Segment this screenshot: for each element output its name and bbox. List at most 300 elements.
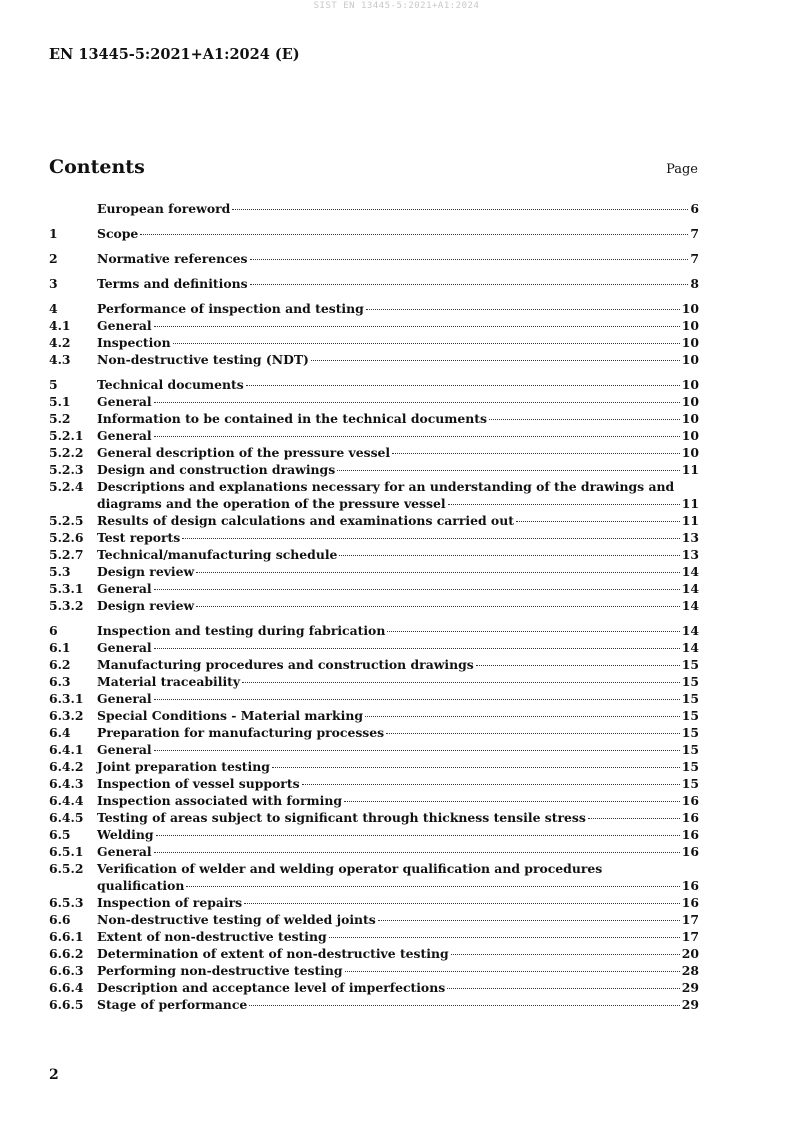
toc-entry[interactable] <box>49 427 699 444</box>
toc-entry[interactable] <box>49 461 699 478</box>
toc-entry[interactable] <box>49 317 699 334</box>
toc-line <box>97 979 699 996</box>
toc-line <box>97 495 699 512</box>
toc-title-wrap <box>97 478 699 512</box>
toc-line <box>97 673 699 690</box>
toc-section-number: 6.3 <box>49 674 71 689</box>
toc-dot-leader <box>272 767 680 768</box>
toc-page-number: 29 <box>681 997 699 1012</box>
toc-section-number: 6.5.1 <box>49 844 84 859</box>
toc-section-number: 6.6.4 <box>49 980 84 995</box>
toc-section-number: 5.2.1 <box>49 428 84 443</box>
toc-title: Inspection associated with forming <box>97 793 343 808</box>
toc-page-number: 16 <box>681 878 699 893</box>
toc-dot-leader <box>447 988 680 989</box>
toc-dot-leader <box>186 886 679 887</box>
toc-title: Extent of non-destructive testing <box>97 929 327 944</box>
toc-section-number: 5 <box>49 377 58 392</box>
toc-line <box>97 962 699 979</box>
toc-page-number: 6 <box>690 201 699 216</box>
toc-dot-leader <box>196 606 680 607</box>
toc-page-number: 15 <box>681 742 699 757</box>
toc-page-number: 15 <box>681 691 699 706</box>
toc-entry[interactable] <box>49 894 699 911</box>
toc-line <box>97 410 699 427</box>
toc-title-wrap <box>97 656 699 673</box>
toc-page-number: 16 <box>681 810 699 825</box>
toc-entry[interactable] <box>49 639 699 656</box>
toc-dot-leader <box>232 209 688 210</box>
toc-dot-leader <box>246 385 680 386</box>
toc-line <box>97 546 699 563</box>
toc-line <box>97 928 699 945</box>
toc-entry[interactable] <box>49 758 699 775</box>
toc-page-number: 17 <box>681 912 699 927</box>
toc-page-number: 11 <box>681 513 699 528</box>
toc-dot-leader <box>182 538 679 539</box>
toc-title: Manufacturing procedures and construction drawings <box>97 657 474 672</box>
toc-section-number: 6.2 <box>49 657 71 672</box>
toc-section-number: 5.3.1 <box>49 581 84 596</box>
toc-title-wrap <box>97 945 699 962</box>
toc-dot-leader <box>489 419 680 420</box>
toc-section-number: 5.2 <box>49 411 71 426</box>
toc-section-number: 6.4 <box>49 725 71 740</box>
toc-dot-leader <box>154 436 680 437</box>
toc-section-number: 6.4.3 <box>49 776 84 791</box>
toc-title-wrap <box>97 622 699 639</box>
page-number: 2 <box>49 1067 59 1083</box>
toc-section-number: 6.6.2 <box>49 946 84 961</box>
toc-section-number: 2 <box>49 251 58 266</box>
toc-section-number: 4.2 <box>49 335 71 350</box>
toc-page-number: 11 <box>681 496 699 511</box>
toc-page-number: 7 <box>690 251 699 266</box>
toc-title-line: Descriptions and explanations necessary for an understanding of the drawings and <box>97 479 675 494</box>
toc-entry[interactable] <box>49 275 699 292</box>
toc-title: Design review <box>97 564 195 579</box>
toc-page-number: 16 <box>681 844 699 859</box>
toc-title-wrap <box>97 843 699 860</box>
toc-title: Joint preparation testing <box>97 759 270 774</box>
toc-title-wrap <box>97 275 699 292</box>
toc-dot-leader <box>476 665 680 666</box>
toc-title: Inspection of vessel supports <box>97 776 300 791</box>
toc-title: Inspection <box>97 335 171 350</box>
toc-title: Inspection and testing during fabrication <box>97 623 386 638</box>
toc-line <box>97 317 699 334</box>
toc-page-number: 14 <box>681 623 699 638</box>
toc-entry[interactable] <box>49 250 699 267</box>
toc-title-wrap <box>97 427 699 444</box>
toc-title: General <box>97 844 152 859</box>
toc-dot-leader <box>366 309 680 310</box>
toc-title: General <box>97 691 152 706</box>
toc-entry[interactable] <box>49 673 699 690</box>
toc-page-number: 10 <box>681 318 699 333</box>
toc-page-number: 15 <box>681 776 699 791</box>
toc-title-wrap <box>97 546 699 563</box>
toc-title: General <box>97 394 152 409</box>
toc-line <box>97 843 699 860</box>
toc-page-number: 10 <box>681 411 699 426</box>
toc-section-number: 5.1 <box>49 394 71 409</box>
toc-title-wrap <box>97 741 699 758</box>
toc-page-number: 14 <box>681 564 699 579</box>
toc-page-number: 17 <box>681 929 699 944</box>
toc-section-number: 1 <box>49 226 58 241</box>
toc-section-number: 5.2.6 <box>49 530 84 545</box>
contents-heading: Contents <box>49 156 145 178</box>
toc-title-wrap <box>97 300 699 317</box>
toc-dot-leader <box>244 903 680 904</box>
toc-section-number: 6.4.4 <box>49 793 84 808</box>
toc-title-line: Verification of welder and welding operator qualification and procedures <box>97 861 603 876</box>
toc-dot-leader <box>154 326 680 327</box>
toc-title: Performing non-destructive testing <box>97 963 343 978</box>
toc-line <box>97 597 699 614</box>
toc-entry[interactable] <box>49 622 699 639</box>
toc-title-wrap <box>97 334 699 351</box>
toc-line <box>97 200 699 217</box>
toc-dot-leader <box>329 937 680 938</box>
toc-title-wrap <box>97 860 699 894</box>
toc-title-wrap <box>97 724 699 741</box>
toc-page-number: 11 <box>681 462 699 477</box>
toc-line <box>97 656 699 673</box>
toc-title: Stage of performance <box>97 997 248 1012</box>
toc-entry[interactable] <box>49 478 699 512</box>
toc-page-number: 15 <box>681 657 699 672</box>
toc-page-number: 15 <box>681 708 699 723</box>
toc-line <box>97 639 699 656</box>
toc-line <box>97 529 699 546</box>
toc-dot-leader <box>365 716 680 717</box>
toc-line <box>97 690 699 707</box>
toc-title: Welding <box>97 827 154 842</box>
toc-page-number: 15 <box>681 759 699 774</box>
toc-entry[interactable] <box>49 546 699 563</box>
toc-dot-leader <box>451 954 680 955</box>
watermark: SIST EN 13445-5:2021+A1:2024 <box>313 1 480 11</box>
toc-section-number: 6.3.2 <box>49 708 84 723</box>
toc-line <box>97 758 699 775</box>
toc-section-number: 6.6.1 <box>49 929 84 944</box>
toc-title: General description of the pressure vessel <box>97 445 391 460</box>
toc-title: Test reports <box>97 530 181 545</box>
toc-page-number: 13 <box>681 530 699 545</box>
toc-title-wrap <box>97 639 699 656</box>
toc-entry[interactable] <box>49 351 699 368</box>
toc-section-number: 4.1 <box>49 318 71 333</box>
toc-section-number: 6.4.5 <box>49 810 84 825</box>
toc-title: Design review <box>97 598 195 613</box>
toc-title: General <box>97 428 152 443</box>
toc-line <box>97 393 699 410</box>
toc-section-number: 5.2.7 <box>49 547 84 562</box>
toc-dot-leader <box>392 453 680 454</box>
toc-line <box>97 996 699 1013</box>
toc-entry[interactable] <box>49 300 699 317</box>
toc-title-wrap <box>97 894 699 911</box>
toc-title-wrap <box>97 393 699 410</box>
toc-section-number: 4 <box>49 301 58 316</box>
toc-dot-leader <box>154 852 680 853</box>
toc-title-wrap <box>97 461 699 478</box>
toc-title: European foreword <box>97 201 231 216</box>
toc-section-number: 6.6 <box>49 912 71 927</box>
toc-section-number: 6.3.1 <box>49 691 84 706</box>
toc-page-number: 10 <box>681 335 699 350</box>
toc-title-wrap <box>97 410 699 427</box>
toc-line <box>97 945 699 962</box>
toc-title-wrap <box>97 673 699 690</box>
toc-line <box>97 809 699 826</box>
toc-entry[interactable] <box>49 809 699 826</box>
toc-dot-leader <box>250 284 689 285</box>
toc-line <box>97 741 699 758</box>
toc-entry[interactable] <box>49 996 699 1013</box>
toc-page-number: 10 <box>681 301 699 316</box>
toc-title-wrap <box>97 690 699 707</box>
toc-line <box>97 512 699 529</box>
toc-dot-leader <box>311 360 680 361</box>
toc-dot-leader <box>345 971 680 972</box>
toc-section-number: 6.4.2 <box>49 759 84 774</box>
toc-entry[interactable] <box>49 792 699 809</box>
toc-dot-leader <box>378 920 680 921</box>
toc-title: Non-destructive testing of welded joints <box>97 912 376 927</box>
toc-title-wrap <box>97 250 699 267</box>
toc-entry[interactable] <box>49 690 699 707</box>
toc-entry[interactable] <box>49 529 699 546</box>
toc-title-wrap <box>97 351 699 368</box>
toc-section-number: 6.5.2 <box>49 861 84 876</box>
toc-title-wrap <box>97 597 699 614</box>
toc-title: Material traceability <box>97 674 241 689</box>
document-id: EN 13445-5:2021+A1:2024 (E) <box>49 46 300 63</box>
toc-section-number: 5.3 <box>49 564 71 579</box>
toc-entry[interactable] <box>49 928 699 945</box>
toc-line <box>97 911 699 928</box>
toc-page-number: 10 <box>681 428 699 443</box>
toc-title: Scope <box>97 226 139 241</box>
toc-title: General <box>97 581 152 596</box>
toc-title-wrap <box>97 758 699 775</box>
toc-title-wrap <box>97 563 699 580</box>
toc-title-wrap <box>97 444 699 461</box>
toc-title: Special Conditions - Material marking <box>97 708 364 723</box>
toc-line <box>97 351 699 368</box>
toc-title: Normative references <box>97 251 248 266</box>
toc-dot-leader <box>154 648 680 649</box>
toc-line <box>97 877 699 894</box>
toc-line <box>97 826 699 843</box>
toc-section-number: 6.6.3 <box>49 963 84 978</box>
toc-title: qualification <box>97 878 185 893</box>
toc-title-wrap <box>97 826 699 843</box>
toc-page-number: 10 <box>681 445 699 460</box>
toc-dot-leader <box>249 1005 680 1006</box>
toc-line <box>97 275 699 292</box>
toc-title: Technical/manufacturing schedule <box>97 547 338 562</box>
toc-section-number: 5.2.2 <box>49 445 84 460</box>
toc-dot-leader <box>156 835 680 836</box>
toc-title-wrap <box>97 962 699 979</box>
toc-dot-leader <box>588 818 680 819</box>
toc-title: Determination of extent of non-destructive testing <box>97 946 449 961</box>
toc-page-number: 14 <box>681 598 699 613</box>
toc-entry[interactable] <box>49 512 699 529</box>
toc-section-number: 5.3.2 <box>49 598 84 613</box>
toc-line <box>97 580 699 597</box>
toc-page-number: 28 <box>681 963 699 978</box>
toc-entry[interactable] <box>49 962 699 979</box>
toc-line <box>97 724 699 741</box>
toc-entry[interactable] <box>49 393 699 410</box>
toc-entry[interactable] <box>49 334 699 351</box>
toc-entry[interactable] <box>49 376 699 393</box>
toc-dot-leader <box>154 750 680 751</box>
toc-page-number: 7 <box>690 226 699 241</box>
toc-page-number: 20 <box>681 946 699 961</box>
toc-line <box>97 622 699 639</box>
toc-entry[interactable] <box>49 911 699 928</box>
toc-title: Results of design calculations and examinations carried out <box>97 513 514 528</box>
toc-section-number: 6.5.3 <box>49 895 84 910</box>
toc-entry[interactable] <box>49 843 699 860</box>
page-column-label: Page <box>666 162 698 177</box>
toc-page-number: 10 <box>681 352 699 367</box>
toc-entry[interactable] <box>49 775 699 792</box>
toc-title-wrap <box>97 775 699 792</box>
toc-title: Testing of areas subject to significant through thickness tensile stress <box>97 810 586 825</box>
toc-entry[interactable] <box>49 707 699 724</box>
toc-section-number: 5.2.3 <box>49 462 84 477</box>
toc-line <box>97 376 699 393</box>
toc-line <box>97 444 699 461</box>
toc-title: Inspection of repairs <box>97 895 243 910</box>
table-of-contents <box>49 200 699 1013</box>
toc-title: Information to be contained in the technical documents <box>97 411 488 426</box>
toc-page-number: 8 <box>690 276 699 291</box>
toc-title-wrap <box>97 580 699 597</box>
toc-line <box>97 563 699 580</box>
toc-line <box>97 461 699 478</box>
toc-dot-leader <box>196 572 680 573</box>
toc-section-number: 3 <box>49 276 58 291</box>
toc-dot-leader <box>448 504 680 505</box>
toc-title: Description and acceptance level of imperfections <box>97 980 446 995</box>
toc-page-number: 14 <box>681 640 699 655</box>
toc-line <box>97 334 699 351</box>
toc-dot-leader <box>387 631 679 632</box>
toc-page-number: 14 <box>681 581 699 596</box>
toc-dot-leader <box>154 699 680 700</box>
toc-section-number: 6.1 <box>49 640 71 655</box>
toc-dot-leader <box>337 470 680 471</box>
toc-title-wrap <box>97 376 699 393</box>
toc-entry[interactable] <box>49 597 699 614</box>
toc-page-number: 13 <box>681 547 699 562</box>
toc-title: General <box>97 742 152 757</box>
toc-dot-leader <box>154 589 680 590</box>
toc-page-number: 15 <box>681 725 699 740</box>
toc-title-wrap <box>97 707 699 724</box>
toc-section-number: 6.4.1 <box>49 742 84 757</box>
toc-title-wrap <box>97 792 699 809</box>
toc-dot-leader <box>173 343 680 344</box>
toc-entry[interactable] <box>49 979 699 996</box>
toc-dot-leader <box>140 234 688 235</box>
toc-page-number: 16 <box>681 895 699 910</box>
toc-entry[interactable] <box>49 724 699 741</box>
toc-dot-leader <box>250 259 689 260</box>
toc-page-number: 10 <box>681 377 699 392</box>
toc-line <box>97 775 699 792</box>
toc-title: Terms and definitions <box>97 276 248 291</box>
toc-entry[interactable] <box>49 410 699 427</box>
toc-entry[interactable] <box>49 580 699 597</box>
toc-dot-leader <box>516 521 680 522</box>
toc-title-wrap <box>97 911 699 928</box>
toc-section-number: 6.6.5 <box>49 997 84 1012</box>
toc-section-number: 6.5 <box>49 827 71 842</box>
toc-entry[interactable] <box>49 200 699 217</box>
toc-title-wrap <box>97 225 699 242</box>
toc-entry[interactable] <box>49 860 699 894</box>
toc-dot-leader <box>339 555 679 556</box>
toc-entry[interactable] <box>49 826 699 843</box>
toc-title: Preparation for manufacturing processes <box>97 725 385 740</box>
toc-dot-leader <box>242 682 680 683</box>
toc-title-wrap <box>97 996 699 1013</box>
toc-title: General <box>97 318 152 333</box>
toc-entry[interactable] <box>49 741 699 758</box>
toc-title: General <box>97 640 152 655</box>
toc-title-wrap <box>97 317 699 334</box>
toc-entry[interactable] <box>49 444 699 461</box>
toc-entry[interactable] <box>49 225 699 242</box>
toc-section-number: 6 <box>49 623 58 638</box>
toc-section-number: 5.2.4 <box>49 479 84 494</box>
toc-line <box>97 225 699 242</box>
toc-line <box>97 792 699 809</box>
toc-line <box>97 894 699 911</box>
toc-dot-leader <box>154 402 680 403</box>
toc-title: Non-destructive testing (NDT) <box>97 352 309 367</box>
toc-title: Technical documents <box>97 377 244 392</box>
toc-section-number: 4.3 <box>49 352 71 367</box>
toc-line <box>97 707 699 724</box>
toc-page-number: 16 <box>681 793 699 808</box>
toc-page-number: 10 <box>681 394 699 409</box>
toc-title-wrap <box>97 979 699 996</box>
toc-entry[interactable] <box>49 945 699 962</box>
toc-dot-leader <box>386 733 680 734</box>
toc-line <box>97 250 699 267</box>
toc-dot-leader <box>344 801 680 802</box>
toc-page-number: 16 <box>681 827 699 842</box>
toc-line <box>97 300 699 317</box>
toc-entry[interactable] <box>49 656 699 673</box>
toc-entry[interactable] <box>49 563 699 580</box>
toc-page-number: 15 <box>681 674 699 689</box>
toc-title: Design and construction drawings <box>97 462 336 477</box>
toc-title-wrap <box>97 200 699 217</box>
toc-page-number: 29 <box>681 980 699 995</box>
toc-dot-leader <box>302 784 680 785</box>
